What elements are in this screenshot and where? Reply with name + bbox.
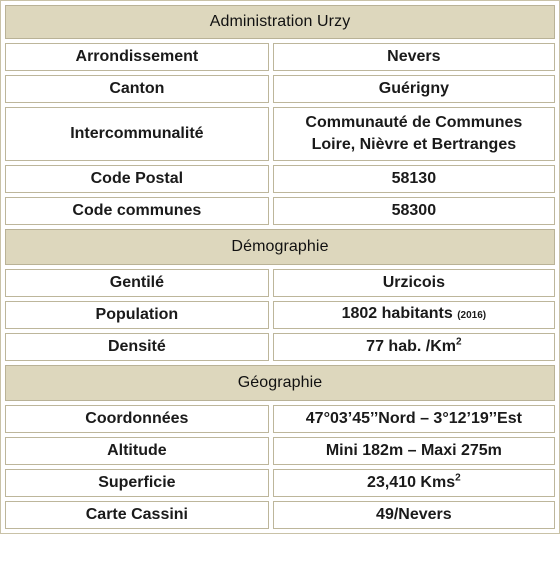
row-label: Superficie [5,469,269,497]
value-superscript: 2 [455,472,461,484]
row-value: Guérigny [273,75,555,103]
value-text: 1802 habitants [341,305,453,322]
table-row [5,75,555,103]
row-value [273,469,555,497]
section-title: Géographie [5,365,555,401]
row-value: 49/Nevers [273,501,555,529]
row-label: Carte Cassini [5,501,269,529]
row-label: Intercommunalité [5,107,269,161]
row-value: Urzicois [273,269,555,297]
table-row [5,107,555,161]
row-value: 47°03’45’’Nord – 3°12’19’’Est [273,405,555,433]
section-header-administration [5,5,555,39]
row-label: Coordonnées [5,405,269,433]
table-row [5,405,555,433]
row-label: Arrondissement [5,43,269,71]
table-row [5,269,555,297]
row-value: 58130 [273,165,555,193]
table-row [5,165,555,193]
row-label: Code communes [5,197,269,225]
value-line: Communauté de Communes [305,114,523,131]
table-row [5,301,555,329]
table-row [5,501,555,529]
row-value: Mini 182m – Maxi 275m [273,437,555,465]
table-row [5,469,555,497]
section-title: Administration Urzy [5,5,555,39]
row-value [273,301,555,329]
row-label: Code Postal [5,165,269,193]
value-superscript: 2 [455,336,462,348]
table-row [5,333,555,361]
section-header-demographie [5,229,555,265]
row-label: Altitude [5,437,269,465]
table-row [5,197,555,225]
value-text: 23,410 Kms [367,474,456,491]
row-value: 58300 [273,197,555,225]
row-label: Population [5,301,269,329]
row-value-multiline [273,107,555,161]
value-text: 77 hab. /Km [366,338,456,355]
value-note: (2016) [457,310,487,321]
row-value [273,333,555,361]
row-value: Nevers [273,43,555,71]
row-label: Canton [5,75,269,103]
value-line: Loire, Nièvre et Bertranges [311,136,517,153]
row-label: Densité [5,333,269,361]
section-title: Démographie [5,229,555,265]
table-row [5,437,555,465]
row-label: Gentilé [5,269,269,297]
section-header-geographie [5,365,555,401]
table-row [5,43,555,71]
